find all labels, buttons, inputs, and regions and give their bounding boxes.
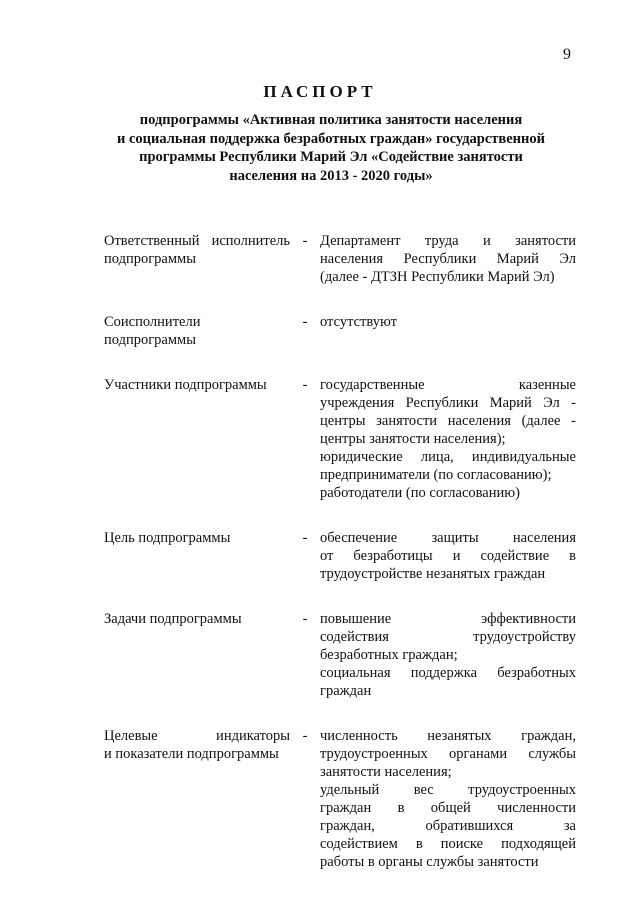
- value-line: от безработицы и содействие в: [320, 548, 576, 564]
- row-dash: -: [302, 233, 308, 249]
- row-dash: -: [302, 728, 308, 744]
- row-dash: -: [302, 611, 308, 627]
- value-line: трудоустроенных органами службы: [320, 746, 576, 762]
- passport-row-responsible: [104, 232, 576, 286]
- row-value: [320, 313, 576, 349]
- value-line: трудоустройстве незанятых граждан: [320, 566, 546, 582]
- value-line: работодатели (по согласованию): [320, 485, 520, 501]
- value-line: центры занятости населения (далее -: [320, 413, 576, 429]
- label-line: Участники подпрограммы: [104, 377, 267, 393]
- value-line: предприниматели (по согласованию);: [320, 467, 552, 483]
- row-value: [320, 529, 576, 583]
- value-line: государственные казенные: [320, 377, 576, 393]
- row-label: [104, 610, 290, 700]
- value-line: граждан в общей численности: [320, 800, 576, 816]
- value-line: (далее - ДТЗН Республики Марий Эл): [320, 269, 555, 285]
- row-dash: -: [302, 377, 308, 393]
- passport-row-participants: [104, 376, 576, 502]
- passport-row-indicators: [104, 727, 576, 871]
- row-value: [320, 610, 576, 700]
- row-value: [320, 232, 576, 286]
- value-line: Департамент труда и занятости: [320, 233, 576, 249]
- value-line: занятости населения;: [320, 764, 452, 780]
- subtitle-line: населения на 2013 - 2020 годы»: [229, 167, 433, 184]
- label-line: Цель подпрограммы: [104, 530, 231, 546]
- value-line: повышение эффективности: [320, 611, 576, 627]
- subtitle-line: и социальная поддержка безработных граждан» государственной: [116, 130, 545, 147]
- label-line: Соисполнители: [104, 314, 201, 330]
- value-line: отсутствуют: [320, 314, 397, 330]
- value-line: социальная поддержка безработных: [320, 665, 576, 681]
- label-line: подпрограммы: [104, 251, 196, 267]
- value-line: центры занятости населения);: [320, 431, 506, 447]
- value-line: численность незанятых граждан,: [320, 728, 576, 744]
- value-line: обеспечение защиты населения: [320, 530, 576, 546]
- page-number: 9: [563, 46, 571, 63]
- label-line: Задачи подпрограммы: [104, 611, 242, 627]
- label-line: Целевые индикаторы: [104, 728, 290, 744]
- value-line: граждан, обратившихся за: [320, 818, 576, 834]
- passport-row-goal: [104, 529, 576, 583]
- value-line: содействием в поиске подходящей: [320, 836, 576, 852]
- row-dash: -: [302, 314, 308, 330]
- subtitle-line: подпрограммы «Активная политика занятости населения: [139, 112, 523, 128]
- subtitle-line: программы Республики Марий Эл «Содействие занятости: [139, 149, 523, 165]
- page-title: ПАСПОРТ: [263, 82, 377, 101]
- page-subtitle: [96, 111, 566, 185]
- label-line: и показатели подпрограммы: [104, 746, 279, 762]
- value-line: содействия трудоустройству: [320, 629, 576, 645]
- value-line: безработных граждан;: [320, 647, 458, 663]
- row-value: [320, 727, 576, 871]
- row-label: [104, 313, 290, 349]
- row-label: [104, 232, 290, 286]
- value-line: населения Республики Марий Эл: [320, 251, 576, 267]
- value-line: юридические лица, индивидуальные: [320, 449, 576, 465]
- label-line: подпрограммы: [104, 332, 196, 348]
- passport-row-coexecutors: [104, 313, 576, 349]
- row-label: [104, 727, 290, 871]
- row-label: [104, 529, 290, 583]
- value-line: граждан: [320, 683, 372, 699]
- row-dash: -: [302, 530, 308, 546]
- value-line: работы в органы службы занятости: [320, 854, 539, 870]
- row-label: [104, 376, 290, 502]
- passport-row-tasks: [104, 610, 576, 700]
- row-value: [320, 376, 576, 502]
- value-line: учреждения Республики Марий Эл -: [320, 395, 576, 411]
- label-line: Ответственный исполнитель: [104, 233, 290, 249]
- value-line: удельный вес трудоустроенных: [320, 782, 576, 798]
- passport-table: [104, 232, 576, 898]
